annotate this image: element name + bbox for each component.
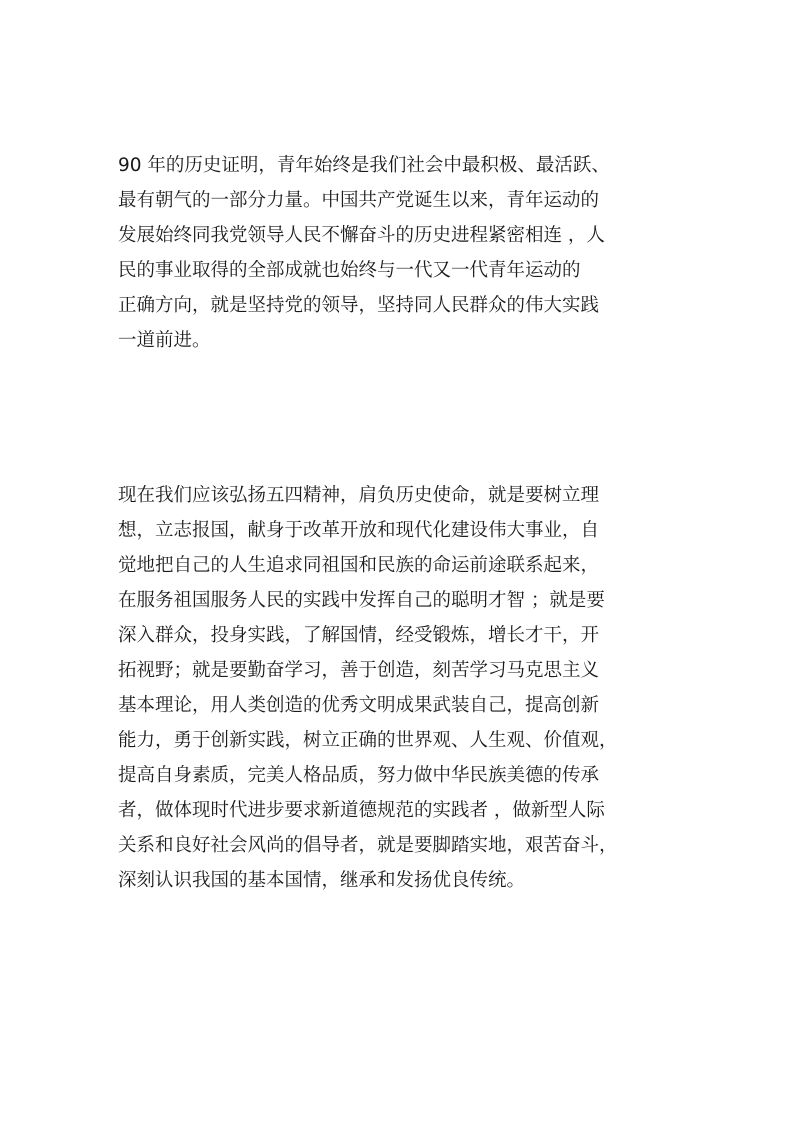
paragraph-1 bbox=[118, 148, 678, 358]
text-line: 90 年的历史证明，青年始终是我们社会中最积极、最活跃、 bbox=[118, 155, 610, 176]
text-line: 觉地把自己的人生追求同祖国和民族的命运前途联系起来， bbox=[118, 555, 600, 576]
text-line: 基本理论，用人类创造的优秀文明成果武装自己，提高创新 bbox=[118, 695, 600, 716]
text-line: 深入群众，投身实践，了解国情，经受锻炼，增长才干，开 bbox=[118, 625, 600, 646]
text-line: 深刻认识我国的基本国情，继承和发扬优良传统。 bbox=[118, 870, 526, 891]
text-line: 最有朝气的一部分力量。中国共产党诞生以来，青年运动的 bbox=[118, 190, 600, 211]
paragraph-2 bbox=[118, 478, 678, 898]
text-line: 民的事业取得的全部成就也始终与一代又一代青年运动的 bbox=[118, 260, 581, 281]
text-line: 现在我们应该弘扬五四精神，肩负历史使命，就是要树立理 bbox=[118, 485, 600, 506]
text-line: 想，立志报国，献身于改革开放和现代化建设伟大事业，自 bbox=[118, 520, 600, 541]
text-line: 提高自身素质，完美人格品质，努力做中华民族美德的传承 bbox=[118, 765, 600, 786]
text-line: 发展始终同我党领导人民不懈奋斗的历史进程紧密相连 ，人 bbox=[118, 225, 605, 246]
text-line: 拓视野；就是要勤奋学习，善于创造，刻苦学习马克思主义 bbox=[118, 660, 600, 681]
text-line: 者，做体现时代进步要求新道德规范的实践者 ，做新型人际 bbox=[118, 800, 605, 821]
text-line: 在服务祖国服务人民的实践中发挥自己的聪明才智 ；就是要 bbox=[118, 590, 605, 611]
text-line: 一道前进。 bbox=[118, 330, 211, 351]
text-line: 正确方向，就是坚持党的领导，坚持同人民群众的伟大实践 bbox=[118, 295, 600, 316]
text-line: 能力，勇于创新实践，树立正确的世界观、人生观、价值观， bbox=[118, 730, 618, 751]
text-line: 关系和良好社会风尚的倡导者，就是要脚踏实地，艰苦奋斗， bbox=[118, 835, 618, 856]
